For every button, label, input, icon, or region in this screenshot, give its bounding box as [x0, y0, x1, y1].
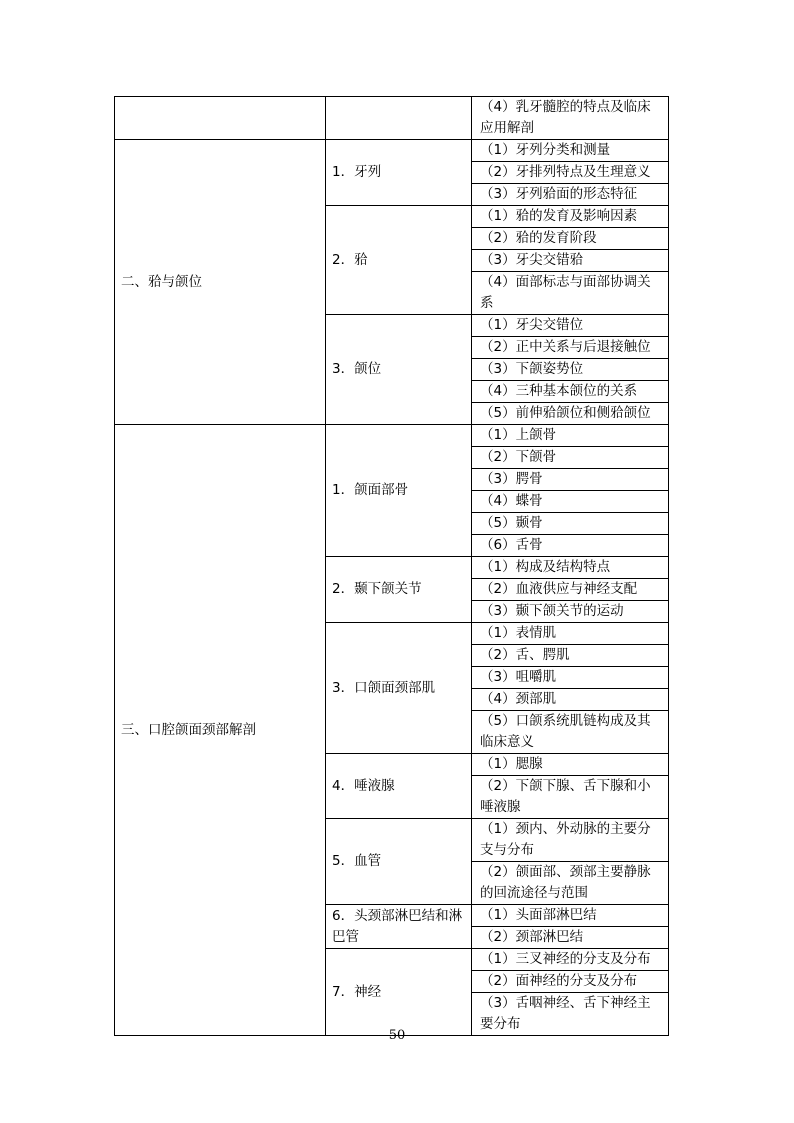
unit-title-cell: 5．血管 [326, 819, 472, 905]
table-row [115, 140, 669, 162]
topic-item-cell: （1）头面部淋巴结 [472, 905, 669, 927]
topic-item-cell: （1）三叉神经的分支及分布 [472, 949, 669, 971]
unit-title-cell: 6．头颈部淋巴结和淋巴管 [326, 905, 472, 949]
topic-item-cell: （3）腭骨 [472, 469, 669, 491]
topic-item-cell: （3）舌咽神经、舌下神经主要分布 [472, 993, 669, 1036]
topic-item-cell: （4）三种基本颌位的关系 [472, 381, 669, 403]
topic-item-cell: （2）牙排列特点及生理意义 [472, 162, 669, 184]
page-number: 50 [388, 1028, 406, 1043]
syllabus-table-body [115, 97, 669, 1036]
topic-item-cell: （1）𬌗的发育及影响因素 [472, 206, 669, 228]
topic-item-cell: （3）咀嚼肌 [472, 667, 669, 689]
unit-title-cell: 2．颞下颌关节 [326, 557, 472, 623]
topic-item-cell: （3）颞下颌关节的运动 [472, 601, 669, 623]
unit-title-cell: 4．唾液腺 [326, 754, 472, 819]
unit-title-cell [326, 97, 472, 140]
topic-item-cell: （2）颈部淋巴结 [472, 927, 669, 949]
unit-title-cell: 1．颌面部骨 [326, 425, 472, 557]
topic-item-cell: （1）构成及结构特点 [472, 557, 669, 579]
topic-item-cell: （2）面神经的分支及分布 [472, 971, 669, 993]
topic-item-cell: （5）前伸𬌗颌位和侧𬌗颌位 [472, 403, 669, 425]
unit-title-cell: 7．神经 [326, 949, 472, 1036]
topic-item-cell: （2）下颌骨 [472, 447, 669, 469]
topic-item-cell: （6）舌骨 [472, 535, 669, 557]
topic-item-cell: （2）血液供应与神经支配 [472, 579, 669, 601]
section-title-cell [115, 97, 326, 140]
topic-item-cell: （1）牙尖交错位 [472, 315, 669, 337]
table-row [115, 425, 669, 447]
unit-title-cell: 3．颌位 [326, 315, 472, 425]
topic-item-cell: （2）颌面部、颈部主要静脉的回流途径与范围 [472, 862, 669, 905]
topic-item-cell: （4）颈部肌 [472, 689, 669, 711]
topic-item-cell: （1）颈内、外动脉的主要分支与分布 [472, 819, 669, 862]
topic-item-cell: （1）上颌骨 [472, 425, 669, 447]
topic-item-cell: （4）面部标志与面部协调关系 [472, 272, 669, 315]
topic-item-cell: （3）牙列𬌗面的形态特征 [472, 184, 669, 206]
topic-item-cell: （3）下颌姿势位 [472, 359, 669, 381]
section-title-cell: 三、口腔颌面颈部解剖 [115, 425, 326, 1036]
topic-item-cell: （5）口颌系统肌链构成及其临床意义 [472, 711, 669, 754]
topic-item-cell: （2）正中关系与后退接触位 [472, 337, 669, 359]
unit-title-cell: 1．牙列 [326, 140, 472, 206]
topic-item-cell: （3）牙尖交错𬌗 [472, 250, 669, 272]
unit-title-cell: 2．𬌗 [326, 206, 472, 315]
topic-item-cell: （2）下颌下腺、舌下腺和小唾液腺 [472, 776, 669, 819]
topic-item-cell: （1）腮腺 [472, 754, 669, 776]
syllabus-table [114, 96, 669, 1036]
topic-item-cell: （2）𬌗的发育阶段 [472, 228, 669, 250]
topic-item-cell: （1）牙列分类和测量 [472, 140, 669, 162]
unit-title-cell: 3．口颌面颈部肌 [326, 623, 472, 754]
topic-item-cell: （4）蝶骨 [472, 491, 669, 513]
topic-item-cell: （5）颞骨 [472, 513, 669, 535]
table-row [115, 97, 669, 140]
topic-item-cell: （1）表情肌 [472, 623, 669, 645]
topic-item-cell: （2）舌、腭肌 [472, 645, 669, 667]
section-title-cell: 二、𬌗与颌位 [115, 140, 326, 425]
topic-item-cell: （4）乳牙髓腔的特点及临床应用解剖 [472, 97, 669, 140]
